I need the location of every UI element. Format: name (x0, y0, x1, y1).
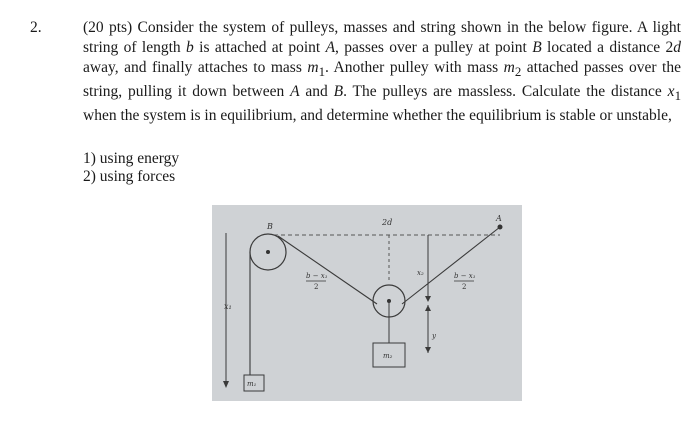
problem-statement: (20 pts) Consider the system of pulleys, masses and string shown in the below figure. A light string of length b is attached at point A, passes over a pulley at point B located a distance 2d away, and finally attaches to mass $m_1$. Another pulley with mass $m_2$ attached passes over the string, pulling it down between A and B. The pulleys are massless. Calculate the distance $x_1$ when the system is in equilibrium, and determine whether the equilibrium is stable or unstable, (83, 19, 682, 125)
left-frac-den: 2 (314, 283, 319, 291)
problem-points: (20 pts) (83, 19, 133, 36)
right-frac-num: b − x₁ (454, 272, 476, 280)
y-arrow-head-up (425, 305, 431, 311)
x2-arrow-head (425, 296, 431, 302)
label-2d: 2d (382, 218, 393, 227)
left-frac-num: b − x₁ (306, 272, 328, 280)
method-forces: 2) using forces (83, 168, 176, 185)
x1-arrow-head (223, 381, 229, 388)
label-A: A (496, 214, 502, 223)
label-m2: m₂ (383, 352, 393, 360)
problem-number: 2. (30, 19, 42, 36)
label-x2: x₂ (417, 269, 424, 277)
string-B-to-m2 (278, 236, 377, 304)
label-m1: m₁ (247, 380, 257, 388)
y-arrow-head-down (425, 347, 431, 353)
label-y: y (432, 332, 436, 340)
method-energy: 1) using energy (83, 150, 180, 167)
method-list (83, 150, 179, 186)
string-m2-to-A (402, 227, 500, 304)
left-pulley-axle (266, 250, 270, 254)
label-B: B (267, 222, 273, 231)
x1-label: x₁ (224, 302, 232, 311)
pulley-figure (212, 205, 522, 401)
pulley-diagram (212, 205, 522, 401)
right-frac-den: 2 (462, 283, 467, 291)
